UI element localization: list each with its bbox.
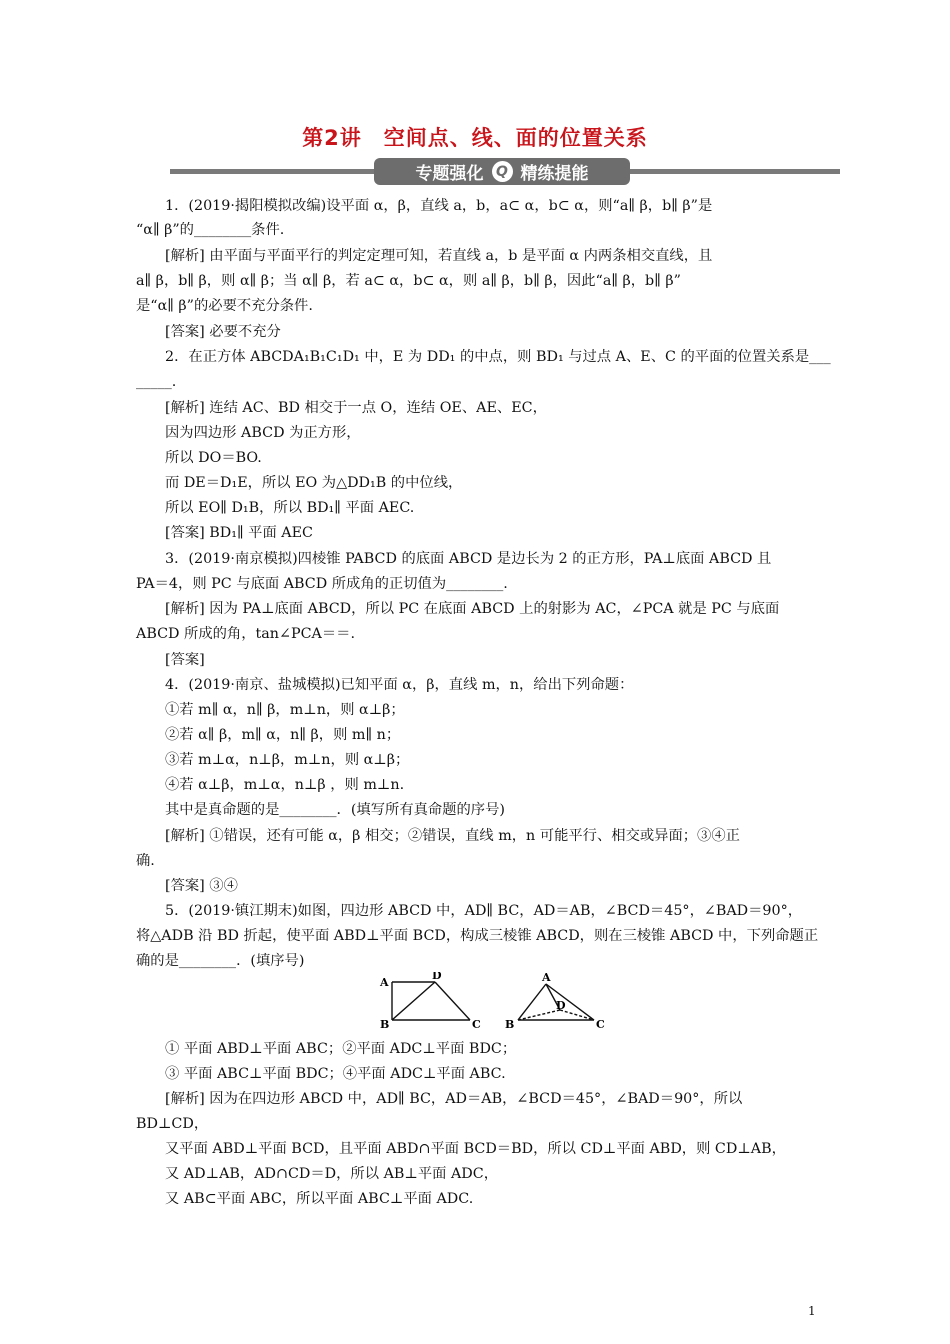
text-line: ③若 m⊥α，n⊥β，m⊥n，则 α⊥β； [165, 752, 410, 768]
label-d-right: D [556, 999, 566, 1012]
text-line: [答案] 必要不充分 [165, 324, 281, 340]
text-line: 所以 EO∥ D₁B，所以 BD₁∥ 平面 AEC. [165, 500, 415, 516]
q-badge-icon: Q [492, 161, 513, 182]
text-line: [解析] 因为 PA⊥底面 ABCD，所以 PC 在底面 ABCD 上的射影为 AC，∠PCA 就是 PC 与底面 [165, 601, 780, 617]
label-b-left: B [380, 1018, 390, 1031]
text-line: 又平面 ABD⊥平面 BCD，且平面 ABD∩平面 BCD＝BD，所以 CD⊥平面 ABD，则 CD⊥AB， [165, 1141, 786, 1157]
text-line: [答案] BD₁∥ 平面 AEC [165, 525, 313, 541]
text-line: [解析] 因为在四边形 ABCD 中，AD∥ BC，AD＝AB，∠BCD＝45°，∠BAD＝90°，所以 [165, 1091, 743, 1107]
label-a-left: A [380, 976, 389, 989]
text-line: 2．在正方体 ABCDA₁B₁C₁D₁ 中，E 为 DD₁ 的中点，则 BD₁ 与过点 A、E、C 的平面的位置关系是___ [165, 349, 831, 365]
banner-left-text: 专题强化 [415, 164, 484, 184]
text-line: 确. [136, 853, 155, 869]
text-line: 又 AB⊂平面 ABC，所以平面 ABC⊥平面 ADC. [165, 1191, 474, 1207]
label-c-left: C [472, 1018, 481, 1031]
text-line: [答案] ③④ [165, 878, 238, 894]
text-line: 4．(2019·南京、盐城模拟)已知平面 α，β，直线 m，n，给出下列命题： [165, 677, 634, 693]
text-line: ③ 平面 ABC⊥平面 BDC；④平面 ADC⊥平面 ABC. [165, 1066, 506, 1082]
text-line: ②若 α∥ β，m∥ α，n∥ β，则 m∥ n； [165, 727, 401, 743]
text-line: 确的是________．(填序号) [136, 953, 305, 969]
banner-right-text: 精练提能 [520, 164, 589, 184]
text-line: 3．(2019·南京模拟)四棱锥 PABCD 的底面 ABCD 是边长为 2 的正方形，PA⊥底面 ABCD 且 [165, 551, 772, 567]
label-d-left: D [432, 972, 442, 982]
text-line: [解析] 连结 AC、BD 相交于一点 O，连结 OE、AE、EC， [165, 400, 547, 416]
text-line: 又 AD⊥AB，AD∩CD＝D，所以 AB⊥平面 ADC， [165, 1166, 499, 1182]
text-line: 而 DE＝D₁E，所以 EO 为△DD₁B 的中位线， [165, 475, 463, 491]
text-line: ④若 α⊥β，m⊥α，n⊥β ，则 m⊥n. [165, 777, 405, 793]
page-title: 第2讲 空间点、线、面的位置关系 [302, 126, 648, 150]
text-line: 1．(2019·揭阳模拟改编)设平面 α，β，直线 a，b，a⊂ α，b⊂ α，则“a∥ β，b∥ β”是 [165, 198, 713, 214]
text-line: [解析] 由平面与平面平行的判定定理可知，若直线 a，b 是平面 α 内两条相交直线，且 [165, 248, 713, 264]
text-line: 5．(2019·镇江期末)如图，四边形 ABCD 中，AD∥ BC，AD＝AB，∠BCD＝45°，∠BAD＝90°， [165, 903, 803, 919]
label-c-right: C [596, 1018, 605, 1031]
text-line: 其中是真命题的是________．(填写所有真命题的序号) [165, 802, 505, 818]
text-line: ①若 m∥ α，n∥ β，m⊥n，则 α⊥β； [165, 702, 405, 718]
text-line: 因为四边形 ABCD 为正方形， [165, 425, 361, 441]
label-a-right: A [542, 972, 551, 984]
text-line: [答案] [165, 652, 205, 668]
text-line: BD⊥CD， [136, 1116, 209, 1132]
text-line: “α∥ β”的________条件. [136, 222, 285, 238]
text-line: ① 平面 ABD⊥平面 ABC；②平面 ADC⊥平面 BDC； [165, 1041, 517, 1057]
text-line: ABCD 所成的角，tan∠PCA＝＝. [136, 626, 356, 642]
figure-quadrilateral-and-tetrahedron [378, 972, 628, 1036]
text-line: 所以 DO＝BO. [165, 450, 262, 466]
figure-left-quadrilateral [392, 982, 470, 1020]
text-line: a∥ β，b∥ β，则 α∥ β；当 α∥ β，若 a⊂ α，b⊂ α，则 a∥ β，b∥ β，因此“a∥ β，b∥ β” [136, 273, 681, 289]
text-line: _____. [136, 374, 177, 390]
page-number: 1 [808, 1304, 816, 1318]
text-line: [解析] ①错误，还有可能 α，β 相交；②错误，直线 m，n 可能平行、相交或异面；③④正 [165, 828, 740, 844]
text-line: PA＝4，则 PC 与底面 ABCD 所成角的正切值为________. [136, 576, 508, 592]
text-line: 是“α∥ β”的必要不充分条件. [136, 298, 313, 314]
label-b-right: B [505, 1018, 515, 1031]
text-line: 将△ADB 沿 BD 折起，使平面 ABD⊥平面 BCD，构成三棱锥 ABCD，则在三棱锥 ABCD 中，下列命题正 [136, 928, 819, 944]
section-banner [374, 158, 630, 185]
